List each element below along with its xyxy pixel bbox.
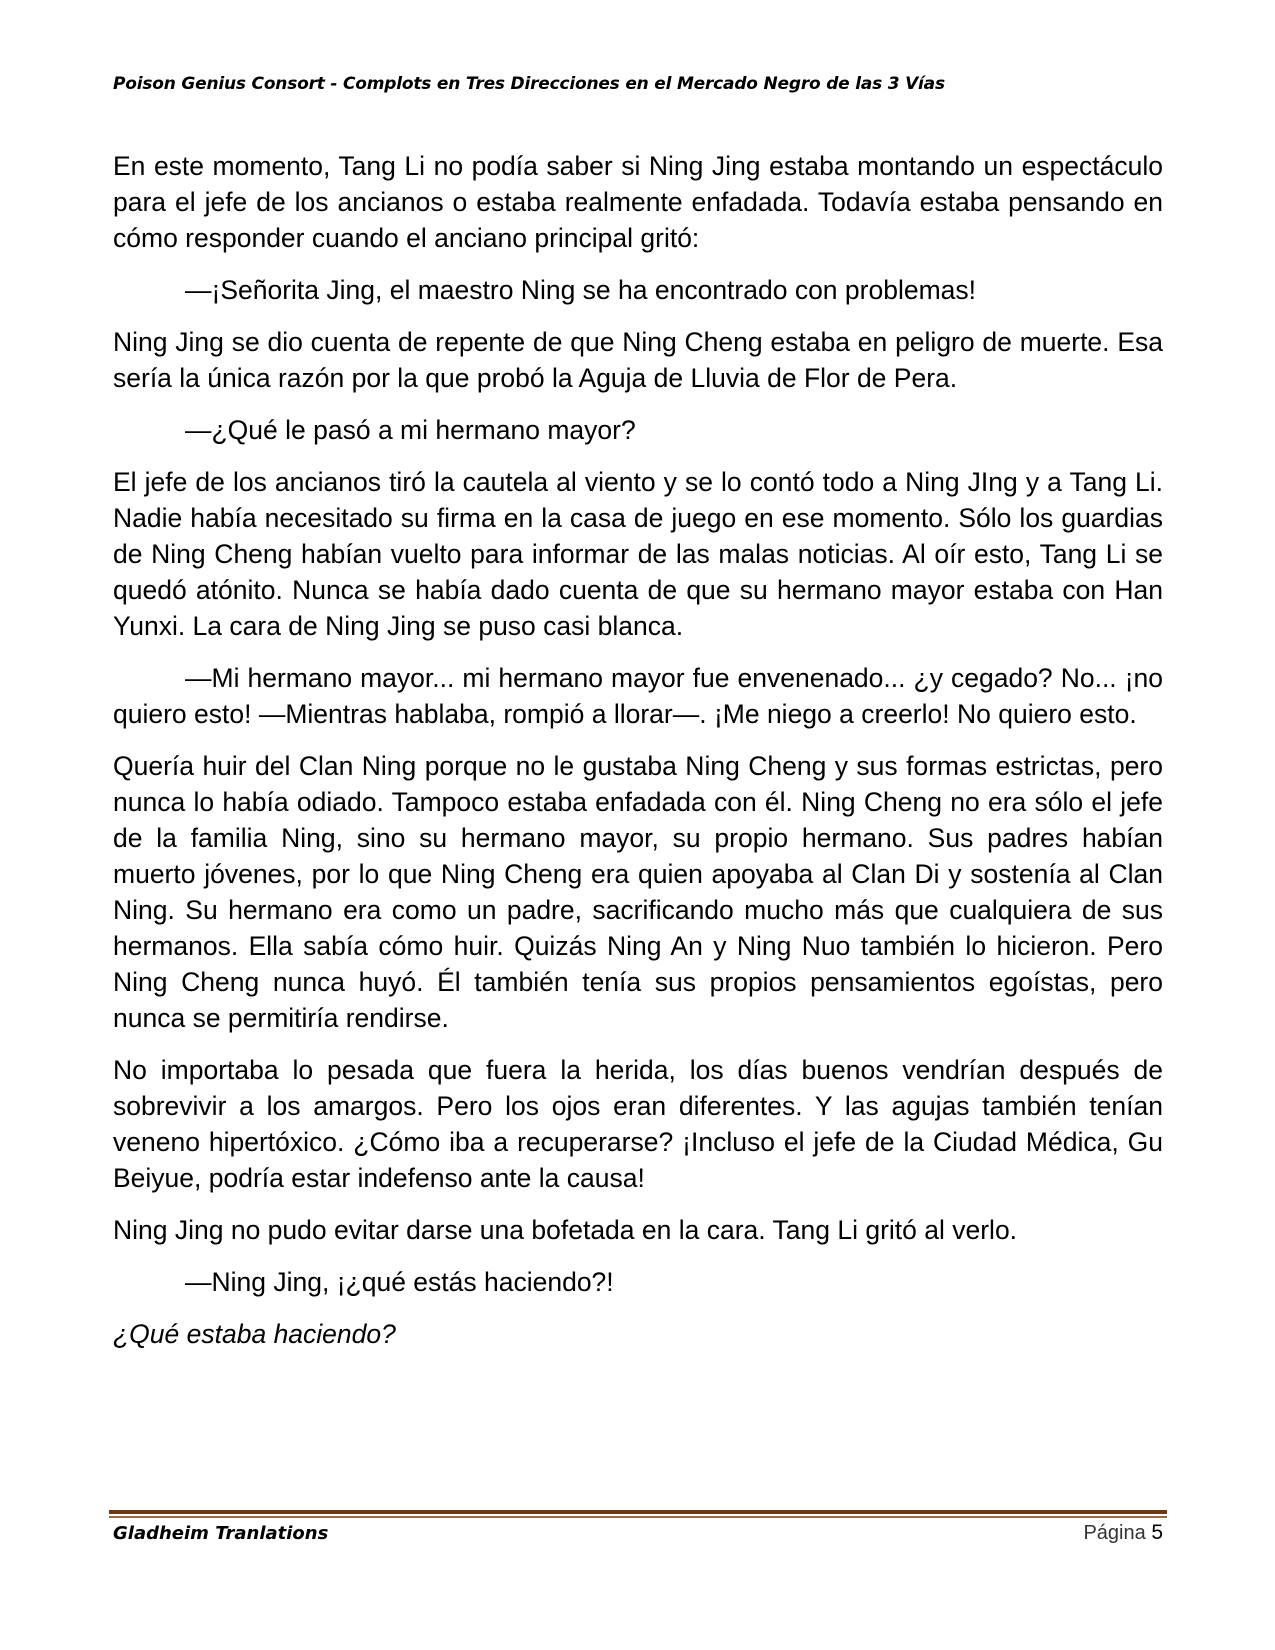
paragraph: El jefe de los ancianos tiró la cautela al viento y se lo contó todo a Ning JIng y a Tang Li. Nadie había necesitado su firma en la casa de juego en ese momento. Sólo los guardias de Ning Cheng habían vuelto para informar de las malas noticias. Al oír esto, Tang Li se quedó atónito. Nunca se había dado cuenta de que su hermano mayor estaba con Han Yunxi. La cara de Ning Jing se puso casi blanca.: [113, 467, 1163, 641]
dialogue-paragraph: —¡Señorita Jing, el maestro Ning se ha encontrado con problemas!: [185, 275, 977, 305]
page-header-title: Poison Genius Consort - Complots en Tres Direcciones en el Mercado Negro de las 3 Vías: [113, 74, 945, 94]
footer-translator-credit: Gladheim Tranlations: [113, 1523, 329, 1544]
page-number-block: [1083, 1521, 1163, 1545]
dialogue-paragraph: —¿Qué le pasó a mi hermano mayor?: [185, 415, 636, 445]
paragraph: No importaba lo pesada que fuera la herida, los días buenos vendrían después de sobrevivir a los amargos. Pero los ojos eran diferentes. Y las agujas también tenían veneno hipertóxico. ¿Cómo iba a recuperarse? ¡Incluso el jefe de la Ciudad Médica, Gu Beiyue, podría estar indefenso ante la causa!: [113, 1055, 1163, 1193]
page-label: Página: [1083, 1522, 1146, 1544]
footer-divider-thin: [109, 1516, 1167, 1518]
document-body: [113, 148, 1163, 1368]
dialogue-paragraph: —Ning Jing, ¡¿qué estás haciendo?!: [185, 1267, 614, 1297]
page-number: 5: [1151, 1521, 1163, 1544]
paragraph: En este momento, Tang Li no podía saber si Ning Jing estaba montando un espectáculo para el jefe de los ancianos o estaba realmente enfadada. Todavía estaba pensando en cómo responder cuando el anciano principal gritó:: [113, 151, 1163, 253]
paragraph: Ning Jing se dio cuenta de repente de que Ning Cheng estaba en peligro de muerte. Esa sería la única razón por la que probó la Aguja de Lluvia de Flor de Pera.: [113, 327, 1163, 393]
paragraph: Ning Jing no pudo evitar darse una bofetada en la cara. Tang Li gritó al verlo.: [113, 1215, 1018, 1245]
paragraph: Quería huir del Clan Ning porque no le gustaba Ning Cheng y sus formas estrictas, pero nunca lo había odiado. Tampoco estaba enfadada con él. Ning Cheng no era sólo el jefe de la familia Ning, sino su hermano mayor, su propio hermano. Sus padres habían muerto jóvenes, por lo que Ning Cheng era quien apoyaba al Clan Di y sostenía al Clan Ning. Su hermano era como un padre, sacrificando mucho más que cualquiera de sus hermanos. Ella sabía cómo huir. Quizás Ning An y Ning Nuo también lo hicieron. Pero Ning Cheng nunca huyó. Él también tenía sus propios pensamientos egoístas, pero nunca se permitiría rendirse.: [113, 751, 1163, 1033]
footer-divider: [109, 1510, 1167, 1518]
italic-thought-paragraph: ¿Qué estaba haciendo?: [113, 1319, 396, 1349]
dialogue-paragraph: —Mi hermano mayor... mi hermano mayor fue envenenado... ¿y cegado? No... ¡no quiero esto! —Mientras hablaba, rompió a llorar—. ¡Me niego a creerlo! No quiero esto.: [113, 663, 1163, 729]
